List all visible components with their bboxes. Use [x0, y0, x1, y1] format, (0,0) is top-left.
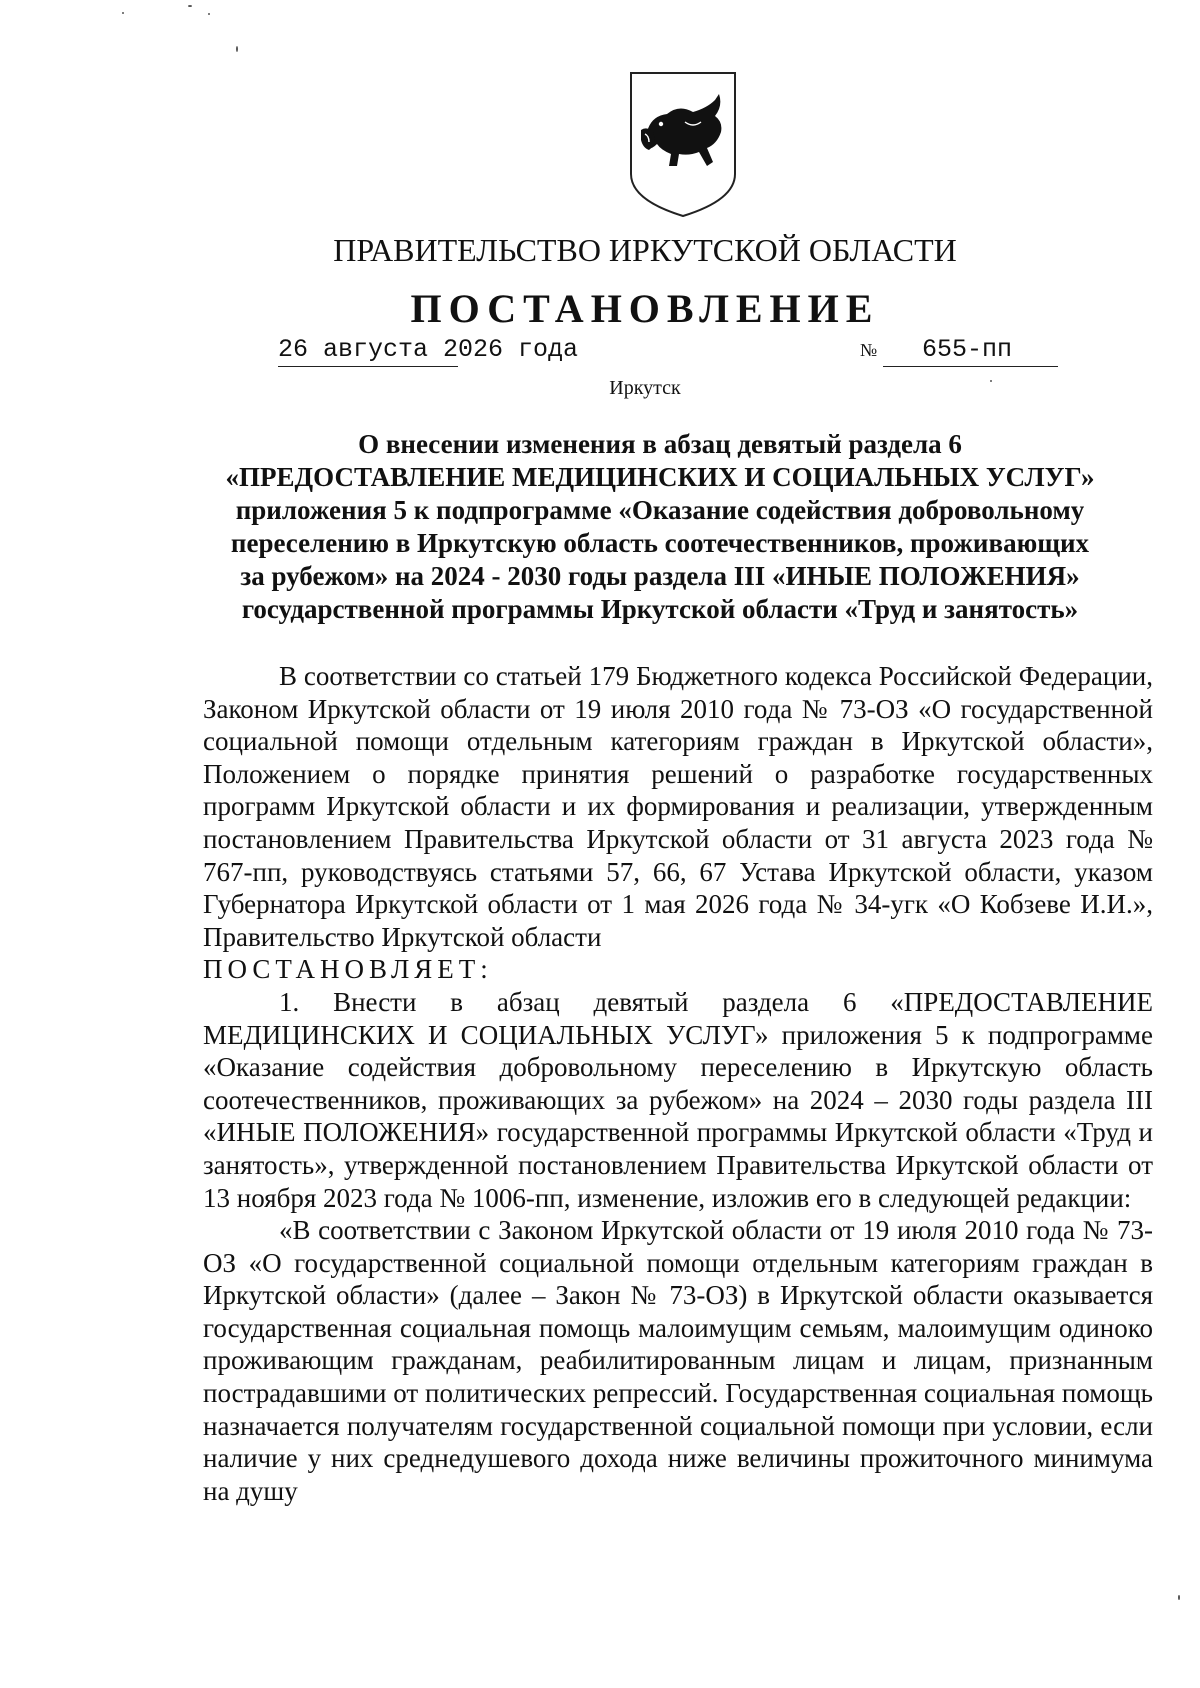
heading-line: О внесении изменения в абзац девятый раздела 6: [358, 429, 962, 459]
heading-line: переселению в Иркутскую область соотечественников, проживающих: [230, 528, 1090, 558]
date-underline: [278, 366, 458, 367]
heading-line: государственной программы Иркутской области «Труд и занятость»: [241, 594, 1079, 624]
document-body: [203, 660, 1153, 1507]
decrees-word: ПОСТАНОВЛЯЕТ:: [203, 954, 493, 985]
decree-number: 655-пп: [922, 335, 1013, 364]
number-underline: [883, 366, 1058, 367]
number-sign: №: [860, 340, 878, 360]
scan-speck: [990, 380, 992, 382]
document-heading: [150, 428, 1170, 626]
document-type-title: ПОСТАНОВЛЕНИЕ: [410, 286, 880, 331]
item-1-paragraph: 1. Внести в абзац девятый раздела 6 «ПРЕДОСТАВЛЕНИЕ МЕДИЦИНСКИХ И СОЦИАЛЬНЫХ УСЛУГ» приложения 5 к подпрограмме «Оказание содействия добровольному переселению в Иркутскую область соотечественников, проживающих за рубежом» на 2024 – 2030 годы раздела III «ИНЫЕ ПОЛОЖЕНИЯ» государственной программы Иркутской области «Труд и занятость», утвержденной постановлением Правительства Иркутской области от 13 ноября 2023 года № 1006-пп, изменение, изложив его в следующей редакции:: [203, 986, 1153, 1213]
scan-speck: [236, 46, 238, 52]
scan-speck: [208, 13, 210, 15]
heading-line: «ПРЕДОСТАВЛЕНИЕ МЕДИЦИНСКИХ И СОЦИАЛЬНЫХ УСЛУГ»: [225, 462, 1095, 492]
government-name: ПРАВИТЕЛЬСТВО ИРКУТСКОЙ ОБЛАСТИ: [333, 232, 957, 268]
scan-speck: [188, 5, 192, 7]
decree-date: 26 августа 2026 года: [278, 335, 579, 364]
coat-of-arms-icon: [627, 70, 739, 220]
city-name: Иркутск: [609, 377, 681, 399]
heading-line: приложения 5 к подпрограмме «Оказание содействия добровольному: [235, 495, 1085, 525]
scan-speck: [1178, 1595, 1180, 1600]
quoted-paragraph: «В соответствии с Законом Иркутской области от 19 июля 2010 года № 73-ОЗ «О государственной социальной помощи отдельным категориям граждан в Иркутской области» (далее – Закон № 73-ОЗ) в Иркутской области оказывается государственная социальная помощь малоимущим семьям, малоимущим одиноко проживающим гражданам, реабилитированным лицам и лицам, признанным пострадавшими от политических репрессий. Государственная социальная помощь назначается получателям государственной социальной помощи при условии, если наличие у них среднедушевого дохода ниже величины прожиточного минимума на душу: [203, 1215, 1153, 1506]
preamble-paragraph: В соответствии со статьей 179 Бюджетного кодекса Российской Федерации, Законом Иркутской области от 19 июля 2010 года № 73-ОЗ «О государственной социальной помощи отдельным категориям граждан в Иркутской области», Положением о порядке принятия решений о разработке государственных программ Иркутской области и их формирования и реализации, утвержденным постановлением Правительства Иркутской области от 31 августа 2023 года № 767-пп, руководствуясь статьями 57, 66, 67 Устава Иркутской области, указом Губернатора Иркутской области от 1 мая 2026 года № 34-угк «О Кобзеве И.И.», Правительство Иркутской области: [203, 661, 1153, 952]
heading-line: за рубежом» на 2024 - 2030 годы раздела III «ИНЫЕ ПОЛОЖЕНИЯ»: [240, 561, 1080, 591]
scan-speck: [122, 12, 124, 14]
